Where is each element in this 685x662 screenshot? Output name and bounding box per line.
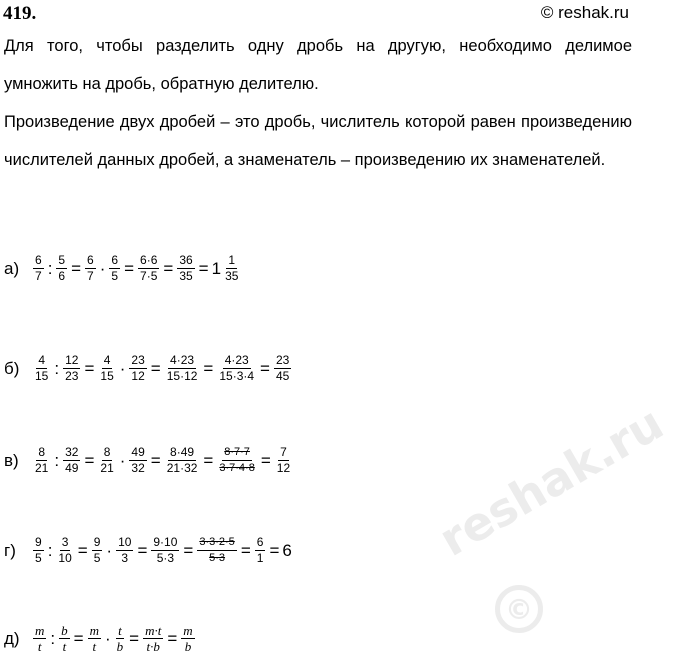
problem-a bbox=[4, 254, 241, 283]
equals-sign: = bbox=[84, 358, 95, 378]
fraction bbox=[56, 536, 73, 565]
equals-sign: = bbox=[124, 258, 135, 278]
numerator: m bbox=[89, 623, 99, 638]
fraction bbox=[223, 254, 240, 283]
fraction bbox=[255, 536, 266, 565]
whole-part: 1 bbox=[211, 258, 222, 278]
denominator: 35 bbox=[225, 269, 239, 283]
denominator: 12 bbox=[276, 461, 291, 475]
problem-d bbox=[4, 624, 196, 653]
numerator: 3 bbox=[61, 535, 69, 549]
numerator: 9 bbox=[93, 535, 101, 549]
denominator: 5·3 bbox=[209, 552, 226, 564]
fraction bbox=[129, 354, 146, 383]
fraction bbox=[129, 446, 146, 475]
denominator: 5·3 bbox=[156, 551, 175, 565]
fraction bbox=[56, 254, 67, 283]
numerator: 6 bbox=[111, 253, 119, 267]
equals-sign: = bbox=[150, 358, 161, 378]
equals-sign: = bbox=[167, 628, 178, 648]
numerator: m·t bbox=[145, 623, 162, 638]
denominator: 15 bbox=[35, 369, 49, 383]
equals-sign: = bbox=[150, 450, 161, 470]
denominator: t bbox=[37, 639, 42, 654]
denominator: 5 bbox=[111, 269, 119, 283]
denominator: 35 bbox=[179, 269, 193, 283]
equals-sign: = bbox=[183, 540, 194, 560]
problem-b bbox=[4, 354, 292, 383]
equals-sign: = bbox=[129, 628, 140, 648]
denominator: t bbox=[92, 639, 97, 654]
numerator: 32 bbox=[65, 445, 79, 459]
problem-v bbox=[4, 446, 293, 475]
equals-sign: = bbox=[137, 540, 148, 560]
denominator: t·b bbox=[146, 639, 160, 654]
equals-sign: = bbox=[77, 540, 88, 560]
numerator: 36 bbox=[179, 253, 193, 267]
numerator: 4 bbox=[38, 353, 46, 367]
denominator: 21 bbox=[100, 461, 114, 475]
fraction bbox=[33, 254, 44, 283]
watermark bbox=[430, 395, 673, 589]
fraction bbox=[109, 254, 120, 283]
numerator: 9 bbox=[35, 535, 42, 549]
fraction bbox=[274, 354, 291, 383]
equals-sign: = bbox=[240, 540, 251, 560]
rule-division: Для того, чтобы разделить одну дробь на другую, необходимо делимое умножить на дробь, обратную делителю. bbox=[4, 37, 632, 93]
fraction bbox=[85, 254, 96, 283]
numerator: 12 bbox=[65, 353, 79, 367]
numerator: 1 bbox=[228, 253, 236, 267]
numerator: 23 bbox=[275, 353, 290, 367]
denominator: 7 bbox=[35, 269, 42, 283]
fraction bbox=[33, 354, 50, 383]
numerator: m bbox=[183, 623, 193, 638]
denominator: 10 bbox=[58, 551, 72, 565]
denominator: 32 bbox=[131, 461, 145, 475]
fraction bbox=[115, 624, 126, 653]
fraction bbox=[98, 354, 115, 383]
denominator: 1 bbox=[256, 551, 264, 565]
problem-number: 419. bbox=[3, 3, 37, 24]
denominator: 15·3·4 bbox=[219, 369, 255, 383]
fraction bbox=[63, 354, 80, 383]
denominator: b bbox=[116, 639, 124, 654]
fraction bbox=[177, 254, 194, 283]
equals-sign: = bbox=[260, 358, 270, 378]
denominator: 12 bbox=[131, 369, 145, 383]
denominator: 5 bbox=[35, 551, 42, 565]
numerator: 7 bbox=[280, 445, 287, 459]
equals-sign: = bbox=[203, 358, 214, 378]
denominator: 3·7·4·8 bbox=[219, 462, 255, 474]
denominator: 3 bbox=[121, 551, 129, 565]
numerator: 4·23 bbox=[224, 353, 249, 367]
fraction bbox=[165, 446, 200, 475]
problem-label: а) bbox=[4, 258, 20, 278]
equals-sign: = bbox=[163, 258, 174, 278]
denominator: b bbox=[184, 639, 192, 654]
numerator: 5 bbox=[58, 253, 66, 267]
denominator: 21 bbox=[35, 461, 49, 475]
fraction bbox=[138, 254, 159, 283]
multiply-sign: · bbox=[119, 450, 126, 470]
denominator: 49 bbox=[65, 461, 79, 475]
numerator: 3·3·2·5 bbox=[197, 536, 236, 551]
fraction bbox=[33, 536, 44, 565]
fraction bbox=[33, 446, 50, 475]
problem-label: в) bbox=[4, 450, 19, 470]
equals-sign: = bbox=[260, 450, 271, 470]
equals-sign: = bbox=[84, 450, 95, 470]
numerator: m bbox=[35, 623, 45, 638]
denominator: 15·12 bbox=[166, 369, 198, 383]
denominator: 23 bbox=[65, 369, 79, 383]
denominator: 7 bbox=[87, 269, 94, 283]
divide-sign: : bbox=[47, 258, 53, 278]
fraction bbox=[33, 624, 46, 653]
problem-label: д) bbox=[4, 628, 20, 648]
equals-sign: = bbox=[73, 628, 84, 648]
numerator: 49 bbox=[131, 445, 145, 459]
divide-sign: : bbox=[54, 450, 60, 470]
cancelled-fraction bbox=[217, 446, 256, 475]
denominator: t bbox=[62, 639, 67, 654]
rule-product: Произведение двух дробей – это дробь, числитель которой равен произведению числителей данных дробей, а знаменатель – произведению их знаменателей. bbox=[4, 113, 632, 169]
divide-sign: : bbox=[54, 358, 60, 378]
numerator: 6·6 bbox=[140, 253, 158, 267]
copyright-icon: © bbox=[495, 585, 543, 633]
denominator: 15 bbox=[100, 369, 114, 383]
numerator: 23 bbox=[131, 353, 145, 367]
fraction bbox=[59, 624, 70, 653]
numerator: 6 bbox=[87, 253, 94, 267]
multiply-sign: · bbox=[104, 628, 111, 648]
result-value: 6 bbox=[282, 540, 292, 560]
fraction bbox=[116, 536, 133, 565]
denominator: 6 bbox=[58, 269, 66, 283]
equals-sign: = bbox=[269, 540, 280, 560]
divide-sign: : bbox=[47, 540, 53, 560]
watermark-text: reshak.ru bbox=[430, 395, 673, 567]
fraction bbox=[217, 354, 256, 383]
numerator: 4·23 bbox=[170, 353, 195, 367]
numerator: 9·10 bbox=[153, 535, 178, 549]
numerator: 4 bbox=[103, 353, 111, 367]
cancelled-fraction bbox=[197, 536, 236, 565]
problem-label: г) bbox=[4, 540, 16, 560]
numerator: 6 bbox=[256, 535, 264, 549]
fraction bbox=[181, 624, 194, 653]
source-label: © reshak.ru bbox=[540, 3, 629, 22]
denominator: 45 bbox=[275, 369, 290, 383]
equals-sign: = bbox=[71, 258, 82, 278]
fraction bbox=[275, 446, 292, 475]
multiply-sign: · bbox=[119, 358, 126, 378]
numerator: 6 bbox=[35, 253, 42, 267]
problem-g bbox=[4, 536, 293, 565]
multiply-sign: · bbox=[106, 540, 113, 560]
numerator: b bbox=[61, 623, 68, 638]
fraction bbox=[165, 354, 200, 383]
numerator: t bbox=[118, 623, 122, 638]
problem-label: б) bbox=[4, 358, 20, 378]
fraction bbox=[151, 536, 179, 565]
divide-sign: : bbox=[50, 628, 56, 648]
numerator: 8 bbox=[103, 445, 111, 459]
fraction bbox=[98, 446, 115, 475]
denominator: 21·32 bbox=[166, 461, 198, 475]
equals-sign: = bbox=[203, 450, 214, 470]
denominator: 7·5 bbox=[140, 269, 158, 283]
numerator: 8 bbox=[38, 445, 46, 459]
fraction bbox=[63, 446, 80, 475]
fraction bbox=[143, 624, 163, 653]
numerator: 8·49 bbox=[170, 445, 195, 459]
fraction bbox=[92, 536, 103, 565]
numerator: 8·7·7 bbox=[222, 446, 252, 461]
multiply-sign: · bbox=[99, 258, 106, 278]
numerator: 10 bbox=[118, 535, 132, 549]
equals-sign: = bbox=[198, 258, 209, 278]
denominator: 5 bbox=[93, 551, 101, 565]
fraction bbox=[88, 624, 101, 653]
